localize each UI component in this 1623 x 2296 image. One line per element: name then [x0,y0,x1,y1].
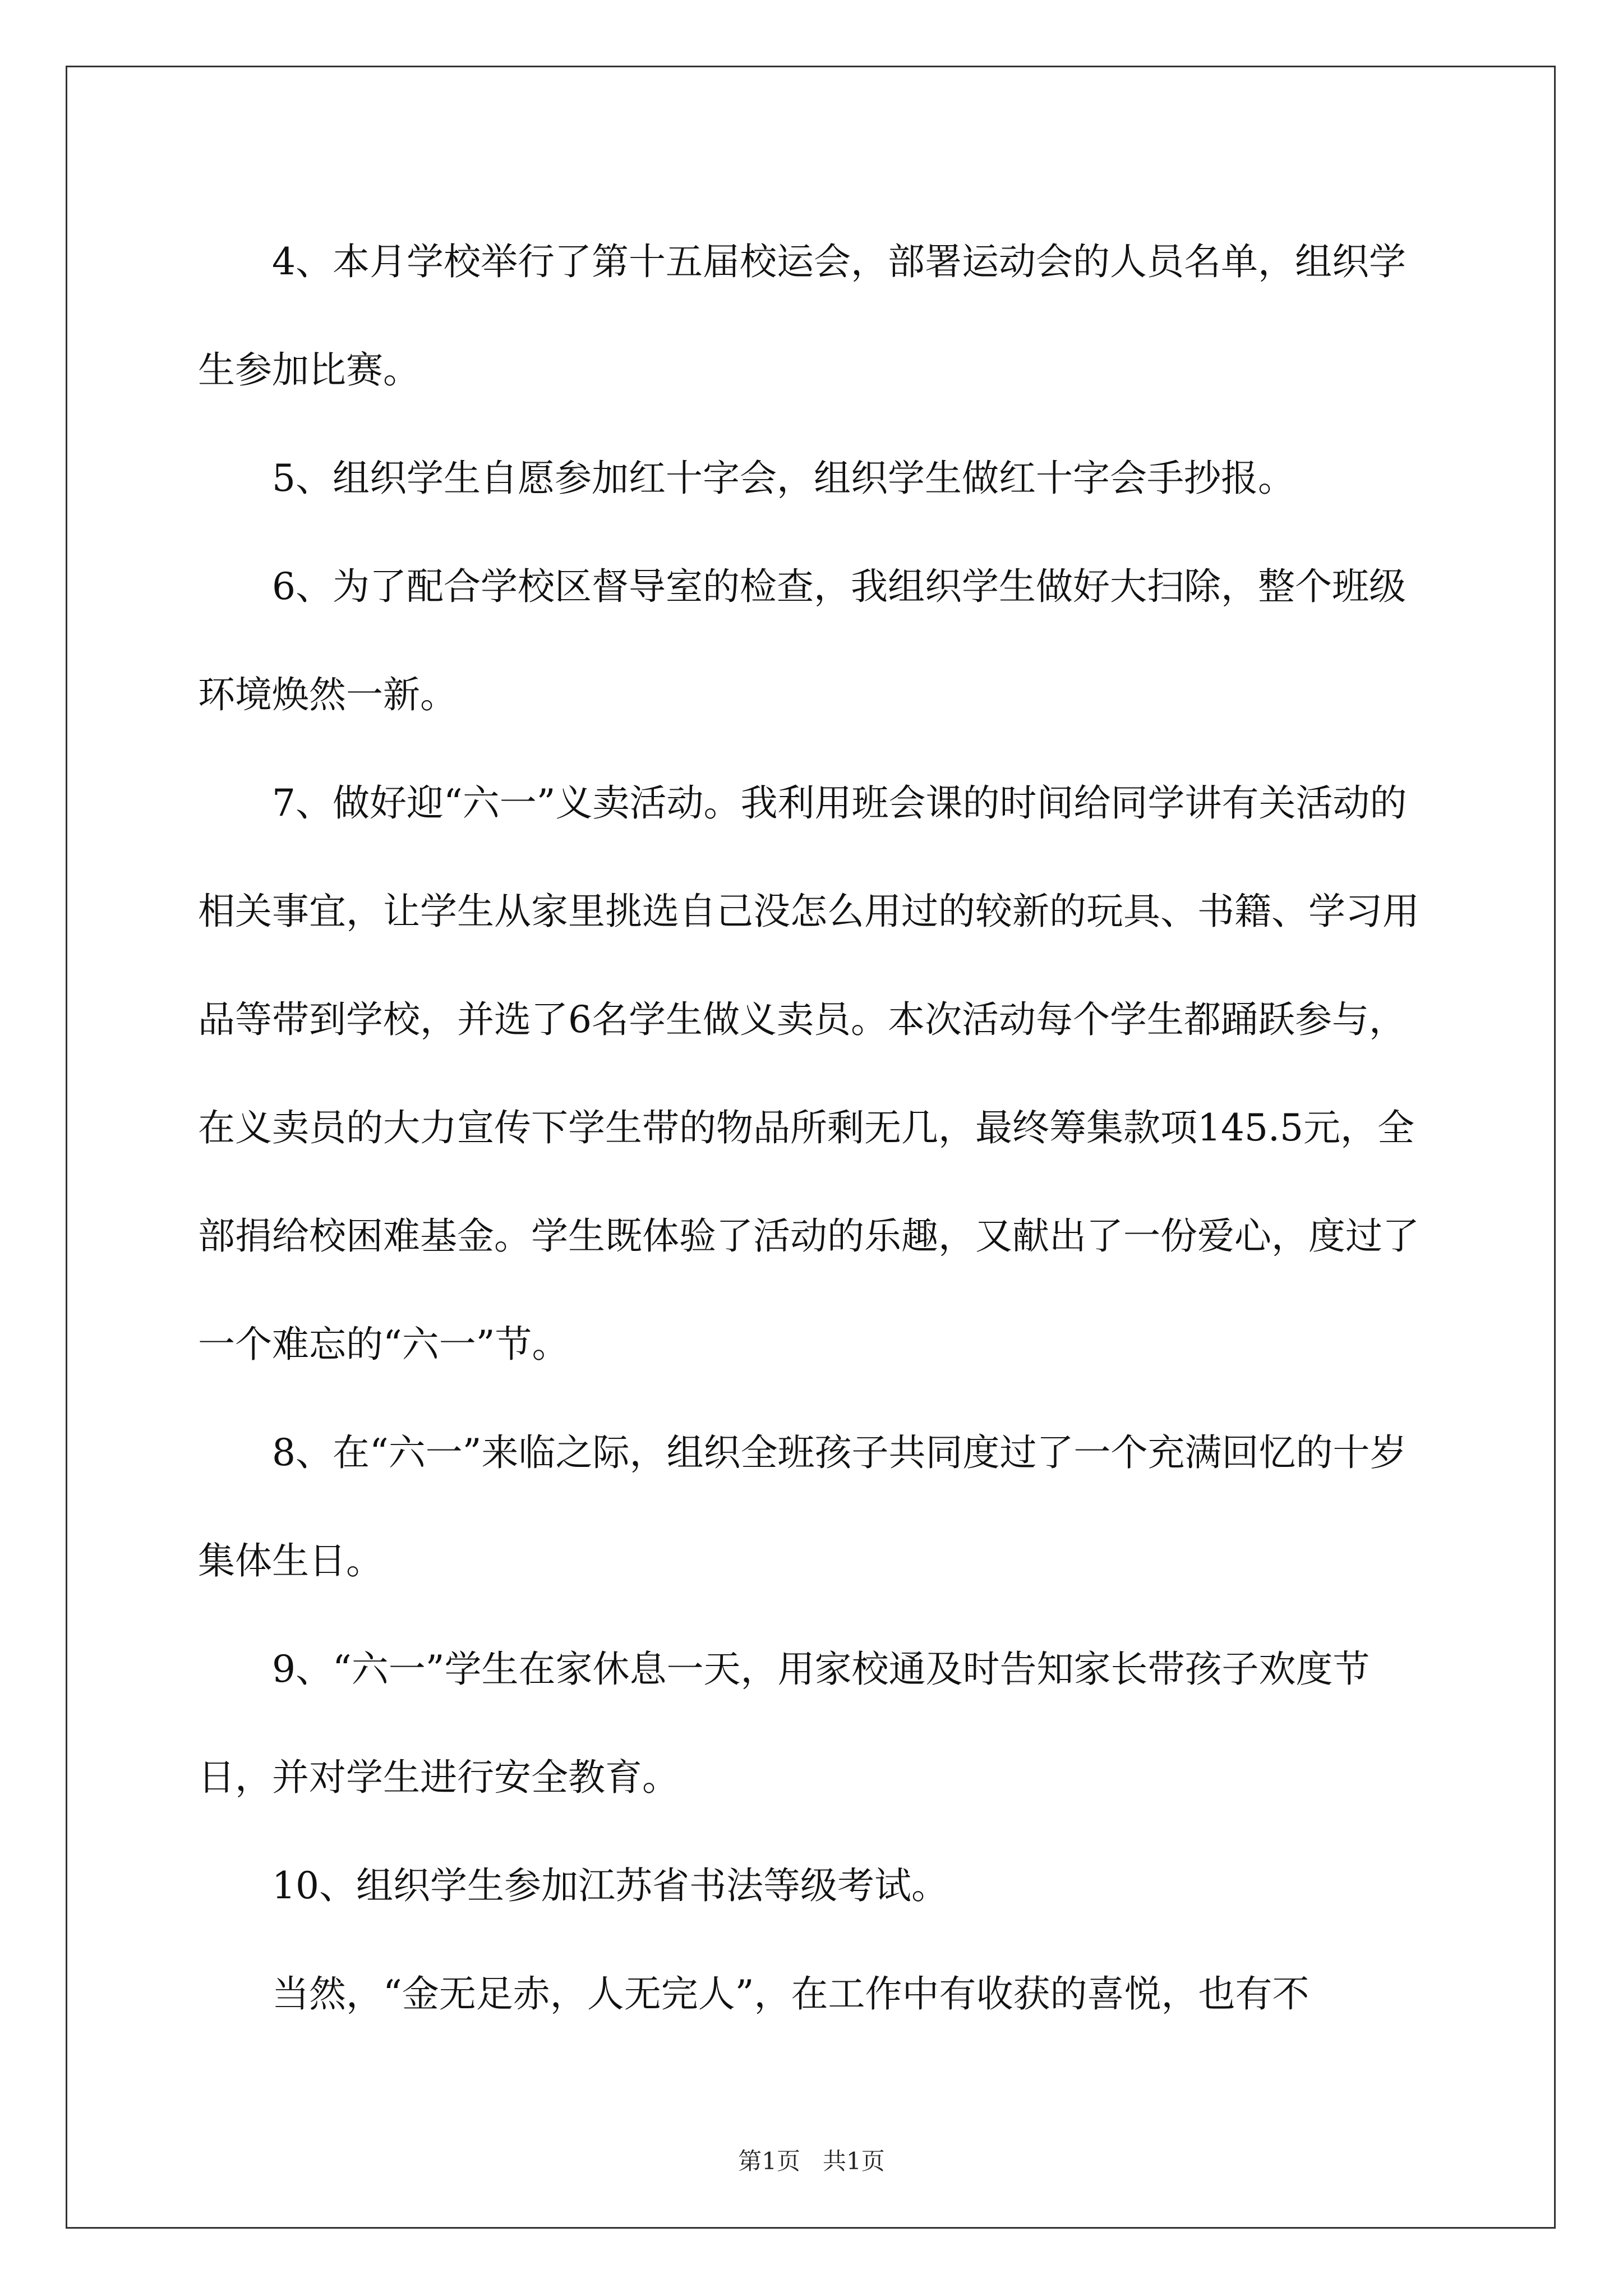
paragraph-item-7: 7、做好迎“六一”义卖活动。我利用班会课的时间给同学讲有关活动的相关事宜，让学生从家里挑选自己没怎么用过的较新的玩具、书籍、学习用品等带到学校，并选了6名学生做义卖员。本次活动每个学生都踊跃参与，在义卖员的大力宣传下学生带的物品所剩无几，最终筹集款项145.5元，全部捐给校困难基金。学生既体验了活动的乐趣，又献出了一份爱心，度过了一个难忘的“六一”节。 [198,781,1419,1366]
paragraph-item-6: 6、为了配合学校区督导室的检查，我组织学生做好大扫除，整个班级环境焕然一新。 [198,565,1406,716]
paragraph-conclusion: 当然，“金无足赤，人无完人”，在工作中有收获的喜悦，也有不 [272,1972,1310,2016]
document-body [198,208,1432,2048]
paragraph-item-4: 4、本月学校举行了第十五届校运会，部署运动会的人员名单，组织学生参加比赛。 [198,240,1406,392]
paragraph-item-8: 8、在“六一”来临之际，组织全班孩子共同度过了一个充满回忆的十岁集体生日。 [198,1431,1407,1582]
paragraph-item-5: 5、组织学生自愿参加红十字会，组织学生做红十字会手抄报。 [272,457,1295,500]
paragraph-item-9: 9、“六一”学生在家休息一天，用家校通及时告知家长带孩子欢度节日，并对学生进行安全教育。 [198,1648,1370,1799]
page-footer: 第1页 共1页 [738,2147,885,2175]
paragraph-item-10: 10、组织学生参加江苏省书法等级考试。 [272,1864,948,1907]
